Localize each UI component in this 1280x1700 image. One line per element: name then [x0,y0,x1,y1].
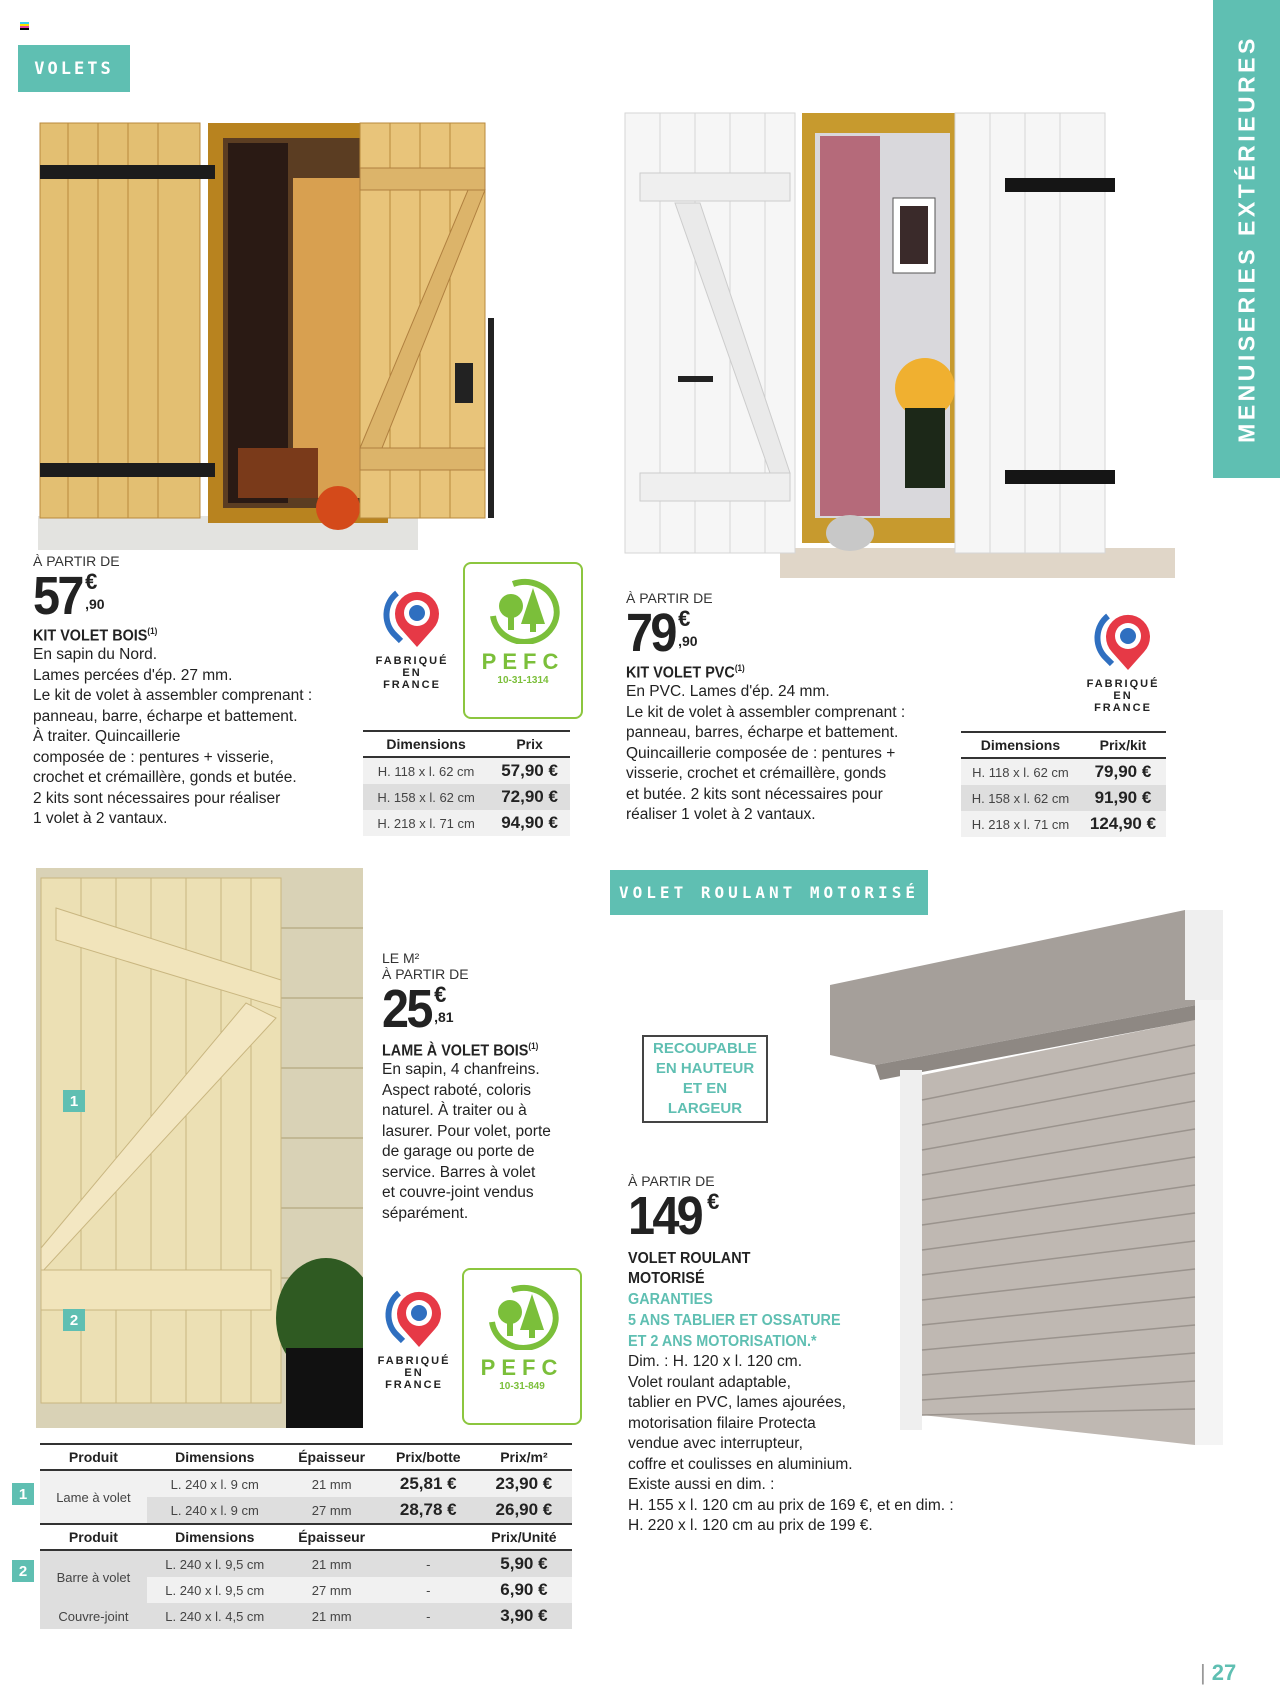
photo-lame-a-volet [36,868,363,1428]
price [626,603,946,663]
photo-badge-2: 2 [63,1309,85,1331]
side-category-label: MENUISERIES EXTÉRIEURES [1233,35,1259,443]
product-title: VOLET ROULANT MOTORISÉ [628,1250,751,1287]
price-decimal: ,90 [678,633,698,649]
price-integer: 57 [33,566,82,626]
pefc-trees-icon [483,576,563,644]
price-integer: 149 [628,1186,701,1246]
price-currency: € [707,1189,720,1214]
product-kit-volet-bois [33,553,353,830]
product-kit-volet-pvc [626,590,946,826]
guarantee-text: GARANTIES 5 ANS TABLIER ET OSSATURE ET 2 ANS MOTORISATION.* [628,1291,841,1350]
table-row: L. 240 x l. 9,5 cm 27 mm - 6,90 € [40,1577,572,1603]
section-tag-volets: VOLETS [18,45,130,92]
table-badge-2: 2 [12,1560,34,1582]
table-row: H. 118 x l. 62 cm 57,90 € [363,757,570,784]
price-decimal: ,81 [434,1009,454,1025]
france-pin-icon [1088,608,1158,673]
pefc-trees-icon [482,1282,562,1350]
price-decimal: ,90 [85,596,105,612]
table-row: H. 218 x l. 71 cm 94,90 € [363,810,570,836]
print-registration-mark [20,22,29,30]
price-currency: € [85,569,98,594]
table-row: Lame à volet L. 240 x l. 9 cm 21 mm 25,81 € 23,90 € [40,1470,572,1497]
product-description: En PVC. Lames d'ép. 24 mm. Le kit de volet à assembler comprenant : panneau, barres, écharpe et battement. Quincaillerie composée de : pentures + visserie, crochet et crémaillère, gonds et butée. 2 kits sont nécessaires pour réaliser 1 volet à 2 vantaux. [626,683,906,824]
france-pin-icon [377,585,447,650]
fabrique-en-france-logo: FABRIQUÉ EN FRANCE [1083,608,1163,714]
price-currency: € [434,982,447,1007]
from-label: À PARTIR DE [382,966,469,982]
fabrique-en-france-logo: FABRIQUÉ EN FRANCE [372,585,452,691]
table-badge-1: 1 [12,1483,34,1505]
from-label: À PARTIR DE [626,590,713,606]
table-row: H. 158 x l. 62 cm 91,90 € [961,785,1166,811]
pefc-logo: PEFC 10-31-849 [462,1268,582,1425]
side-category-tab [1213,0,1280,478]
price-currency: € [678,606,691,631]
photo-kit-volet-pvc [620,108,1175,583]
table-row: Couvre-joint L. 240 x l. 4,5 cm 21 mm - 3,90 € [40,1603,572,1629]
product-description: Dim. : H. 120 x l. 120 cm. Volet roulant adaptable, tablier en PVC, lames ajourées, motorisation filaire Protecta vendue avec interrupteur, coffre et coulisses en aluminium. Existe aussi en dim. : H. 155 x l. 120 cm au prix de 169 €, et en dim. : H. 220 x l. 120 cm au prix de 199 €. [628,1353,954,1534]
price [628,1186,1128,1246]
table-row: H. 218 x l. 71 cm 124,90 € [961,811,1166,837]
table-row: Barre à volet L. 240 x l. 9,5 cm 21 mm - 5,90 € [40,1550,572,1577]
price [382,979,582,1039]
page-number: | 27 [1200,1660,1237,1685]
section-tag-volet-roulant: VOLET ROULANT MOTORISÉ [610,870,928,915]
product-volet-roulant [628,1173,1128,1537]
product-title: LAME À VOLET BOIS$^{(1)}$ [382,1041,539,1060]
lame-price-table: Produit Dimensions Épaisseur Prix/botte Prix/m² Lame à volet L. 240 x l. 9 cm 21 mm 25,81 € 23,90 € L. 240 x l. 9 cm 27 mm 28,78 € 26,90 € Produit Dimensions Épaisseur Prix/Unité Barre à volet L. 240 x l. 9,5 cm 21 mm - 5,90 € L. 240 x l. 9,5 cm 27 mm - 6,90 € Couvre-joint L. 240 x l. 4,5 cm 21 mm - 3,90 € [40,1443,572,1629]
france-pin-icon [379,1285,449,1350]
table-row: H. 118 x l. 62 cm 79,90 € [961,758,1166,785]
photo-badge-1: 1 [63,1090,85,1112]
price [33,566,353,626]
product-lame-a-volet-bois [382,950,582,1224]
price-integer: 79 [626,603,675,663]
price-integer: 25 [382,979,431,1039]
product-title: KIT VOLET PVC$^{(1)}$ [626,663,745,682]
table-row: L. 240 x l. 9 cm 27 mm 28,78 € 26,90 € [40,1497,572,1524]
from-label: À PARTIR DE [628,1173,715,1189]
pefc-logo: PEFC 10-31-1314 [463,562,583,719]
product-description: En sapin du Nord. Lames percées d'ép. 27 mm. Le kit de volet à assembler comprenant : panneau, barre, écharpe et battement. À traiter. Quincaillerie composée de : pentures + visserie, crochet et crémaillère, gonds et butée. 2 kits sont nécessaires pour réaliser 1 volet à 2 vantaux. [33,646,313,828]
photo-kit-volet-bois [38,118,568,550]
recoupable-badge: RECOUPABLE EN HAUTEUR ET EN LARGEUR [642,1035,768,1123]
unit-label: LE M² [382,950,420,966]
table-row: H. 158 x l. 62 cm 72,90 € [363,784,570,810]
fabrique-en-france-logo: FABRIQUÉ EN FRANCE [374,1285,454,1391]
from-label: À PARTIR DE [33,553,120,569]
kit-pvc-price-table: Dimensions Prix/kit H. 118 x l. 62 cm 79,90 € H. 158 x l. 62 cm 91,90 € H. 218 x l. 71 cm 124,90 € [961,731,1166,837]
kit-bois-price-table: Dimensions Prix H. 118 x l. 62 cm 57,90 € H. 158 x l. 62 cm 72,90 € H. 218 x l. 71 cm 94,90 € [363,730,570,836]
product-description: En sapin, 4 chanfreins. Aspect raboté, coloris naturel. À traiter ou à lasurer. Pour volet, porte de garage ou porte de service. Barres à volet et couvre-joint vendus séparément. [382,1061,551,1222]
product-title: KIT VOLET BOIS$^{(1)}$ [33,626,158,645]
